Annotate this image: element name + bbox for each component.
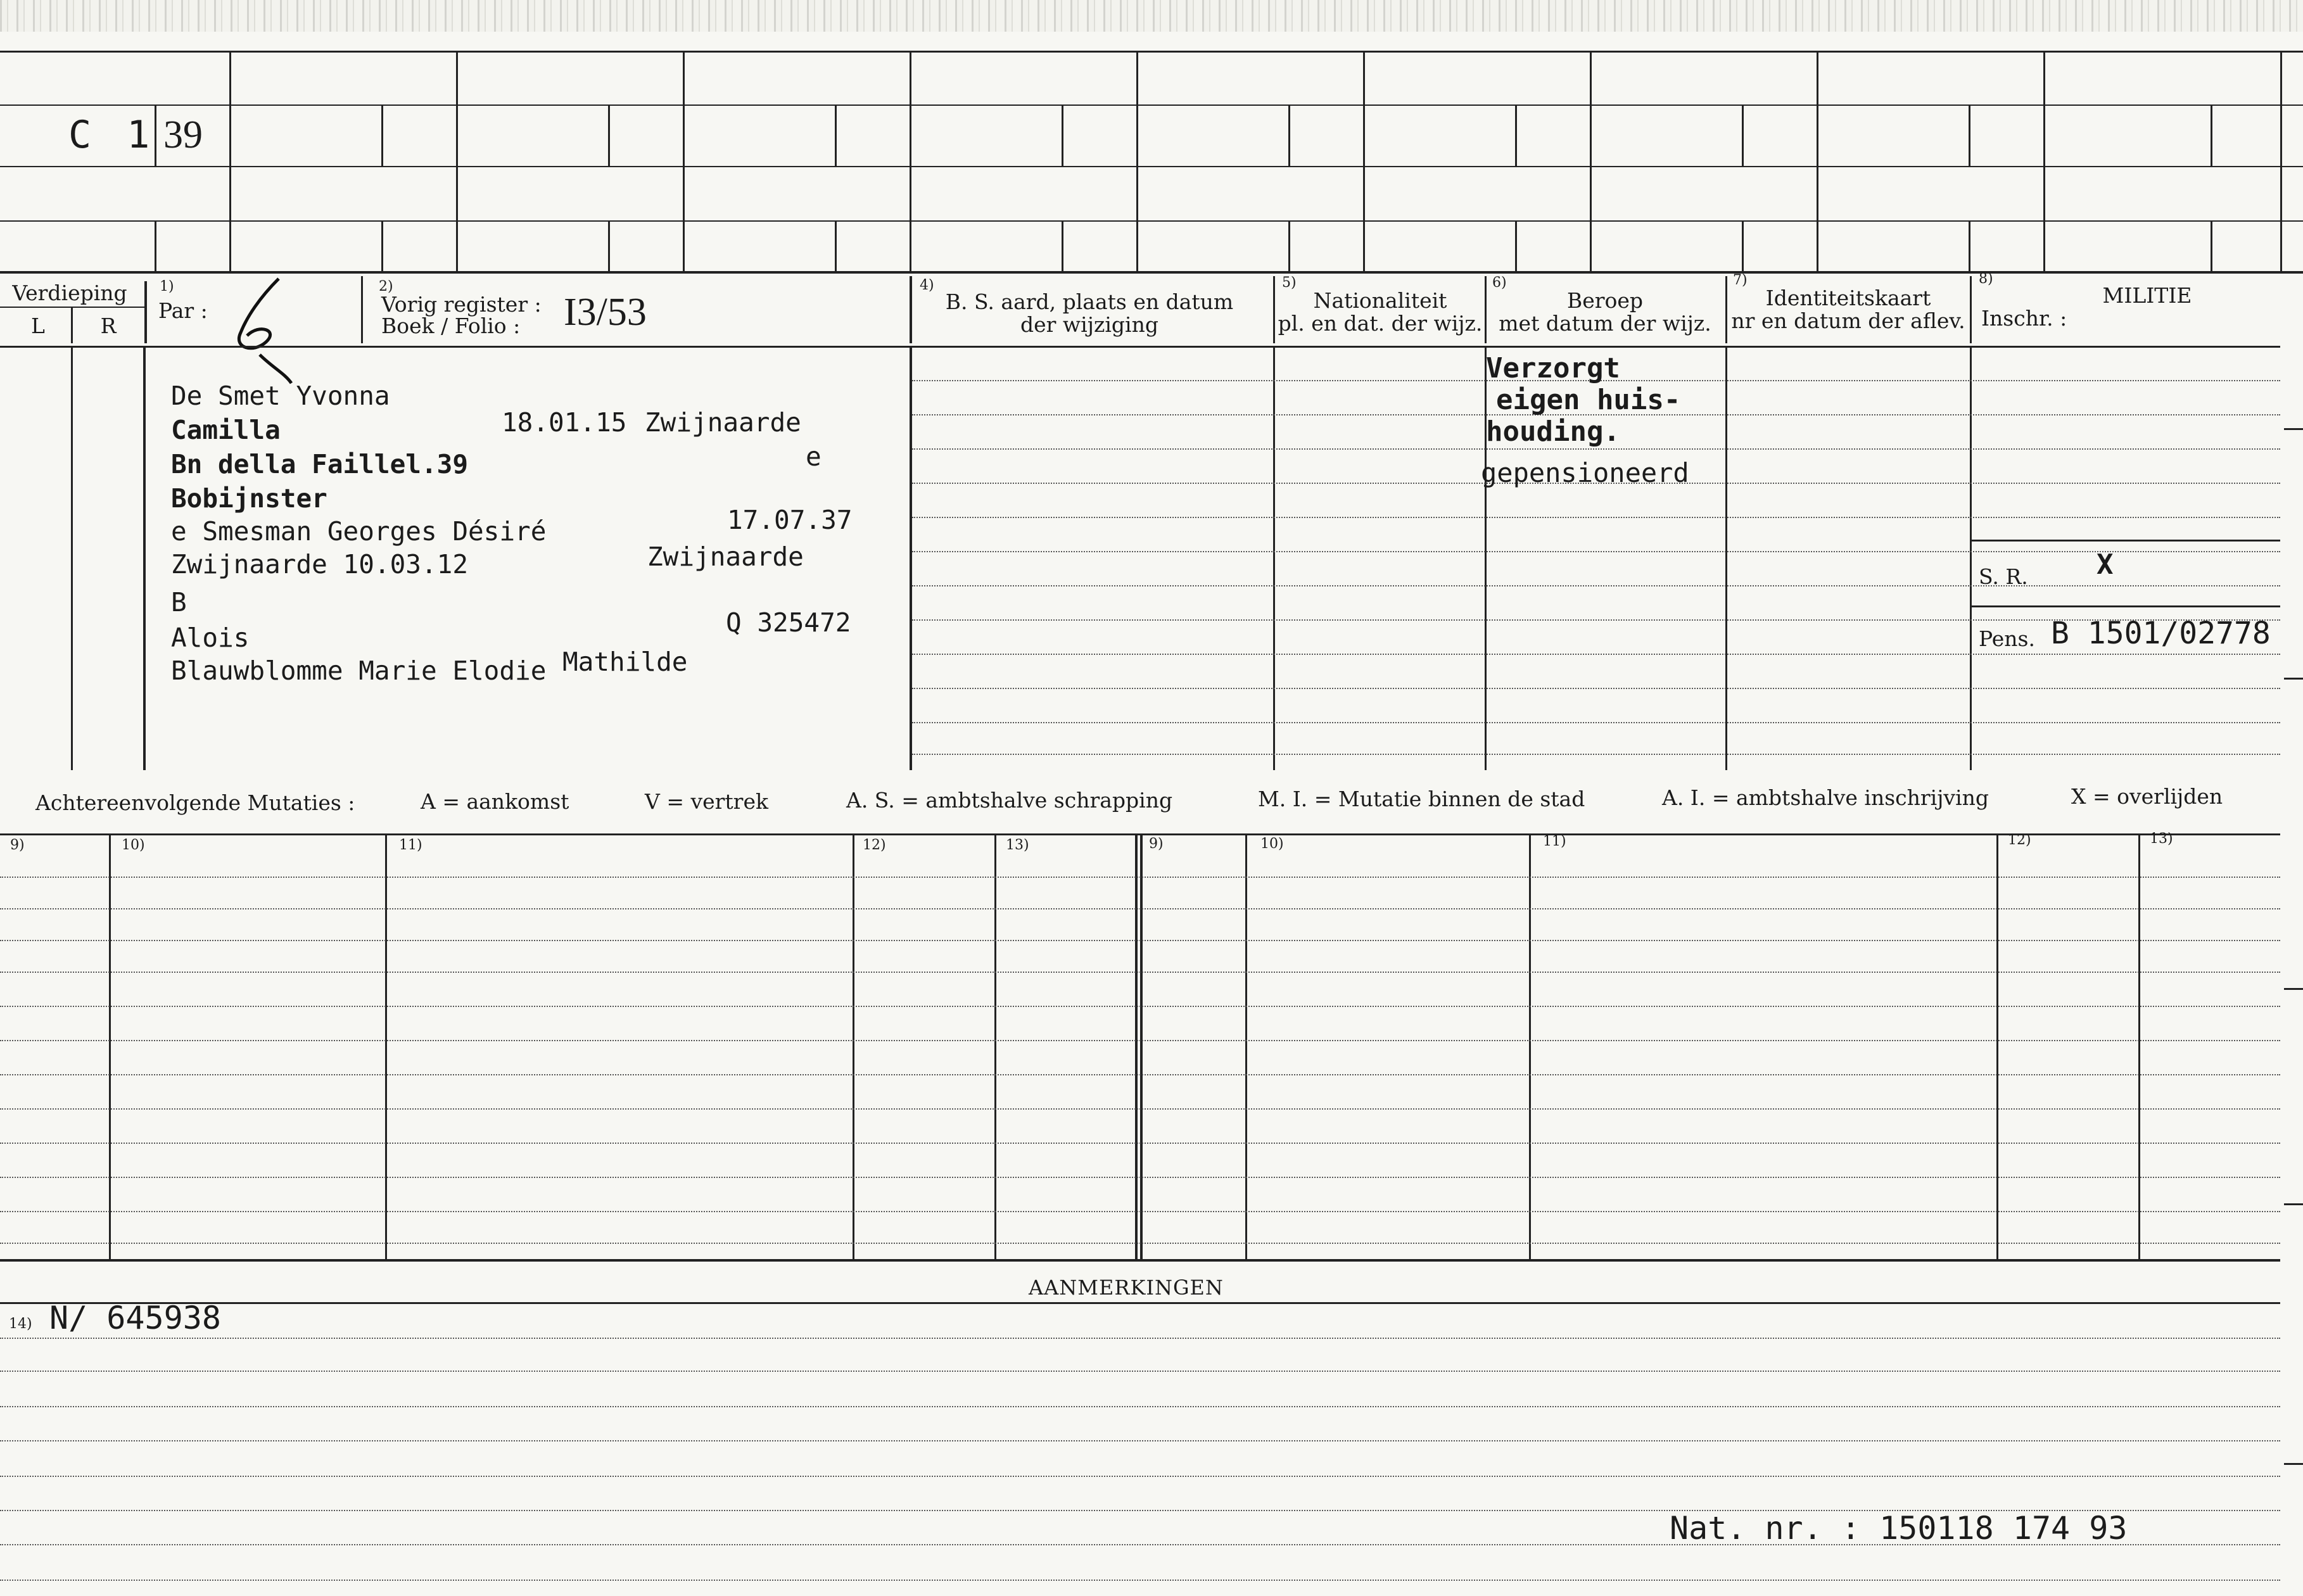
marriage-place: Zwijnaarde bbox=[647, 542, 804, 572]
col7-subtitle: nr en datum der aflev. bbox=[1731, 308, 1965, 333]
verdieping-label: Verdieping bbox=[12, 281, 127, 305]
col4-title: B. S. aard, plaats en datum bbox=[945, 289, 1234, 314]
col5-note: 5) bbox=[1282, 275, 1297, 291]
ruled-line bbox=[912, 754, 2280, 755]
legend-a: A = aankomst bbox=[421, 789, 569, 814]
beroep-line4: gepensioneerd bbox=[1481, 457, 1689, 488]
grid-line bbox=[835, 104, 837, 166]
ruled-line bbox=[912, 551, 2280, 552]
col8-subtitle: Inschr. : bbox=[1981, 306, 2067, 331]
mut-col12-note: 12) bbox=[863, 837, 886, 853]
ruled-line bbox=[0, 1108, 2280, 1110]
col2-note: 2) bbox=[379, 279, 393, 294]
grid-line bbox=[1742, 220, 1744, 271]
remarks-note: 14) bbox=[9, 1316, 32, 1332]
person-address: Bn della Faillel.39 bbox=[171, 449, 468, 479]
grid-line bbox=[381, 220, 383, 271]
grid-line bbox=[1725, 346, 1727, 770]
col6-title: Beroep bbox=[1566, 288, 1644, 313]
person-name-line: De Smet Yvonna bbox=[171, 381, 390, 411]
verdieping-left: L bbox=[31, 314, 45, 338]
legend-as: A. S. = ambtshalve schrapping bbox=[846, 788, 1173, 813]
grid-line bbox=[361, 276, 363, 343]
col5-subtitle: pl. en dat. der wijz. bbox=[1278, 311, 1483, 336]
grid-line bbox=[608, 220, 610, 271]
person-occupation: Bobijnster bbox=[171, 483, 327, 514]
grid-line bbox=[155, 220, 156, 271]
ruled-line bbox=[0, 1580, 2280, 1581]
beroep-line1: Verzorgt bbox=[1486, 352, 1620, 384]
grid-line bbox=[71, 346, 73, 770]
grid-line bbox=[1971, 605, 2280, 607]
sr-label: S. R. bbox=[1979, 564, 2028, 589]
grid-line bbox=[1970, 346, 1972, 770]
grid-line bbox=[1485, 276, 1487, 343]
col4-subtitle: der wijziging bbox=[1020, 312, 1158, 337]
legend-ai: A. I. = ambtshalve inschrijving bbox=[1662, 785, 1989, 810]
ruled-line bbox=[0, 940, 2280, 941]
mut-col9b-note: 9) bbox=[1149, 836, 1164, 852]
register-number: 39 bbox=[163, 113, 203, 156]
grid-line bbox=[0, 104, 2303, 106]
register-code: C 1 bbox=[68, 113, 156, 157]
grid-line bbox=[381, 104, 383, 166]
e-mark: e bbox=[806, 441, 822, 472]
legend-v: V = vertrek bbox=[645, 789, 768, 814]
pens-value: B 1501/02778 bbox=[2051, 616, 2271, 651]
col1-note: 1) bbox=[160, 279, 174, 294]
grid-line bbox=[1140, 835, 1143, 1259]
grid-line bbox=[910, 51, 911, 271]
mut-col11b-note: 11) bbox=[1543, 833, 1566, 849]
letter-b: B bbox=[171, 587, 187, 618]
grid-line bbox=[1515, 104, 1517, 166]
grid-line bbox=[1590, 51, 1592, 271]
grid-line bbox=[1062, 104, 1063, 166]
col5-title: Nationaliteit bbox=[1313, 288, 1447, 313]
col4-note: 4) bbox=[920, 277, 934, 293]
grid-line bbox=[910, 346, 912, 770]
vorig-register-value: I3/53 bbox=[564, 291, 647, 334]
ruled-line bbox=[0, 1371, 2280, 1372]
grid-line bbox=[1062, 220, 1063, 271]
grid-line bbox=[1996, 835, 1998, 1259]
grid-line bbox=[0, 1302, 2280, 1304]
grid-line bbox=[1970, 276, 1972, 343]
ruled-line bbox=[0, 1006, 2280, 1007]
grid-line bbox=[994, 835, 996, 1259]
mut-col11-note: 11) bbox=[399, 837, 422, 853]
mut-col10b-note: 10) bbox=[1260, 836, 1284, 852]
ruled-line bbox=[0, 1074, 2280, 1075]
mother-name-cont: Mathilde bbox=[562, 647, 688, 677]
beroep-line3: houding. bbox=[1486, 415, 1620, 448]
verdieping-right: R bbox=[100, 314, 117, 338]
grid-line bbox=[1742, 104, 1744, 166]
ruled-line bbox=[0, 1338, 2280, 1339]
q-number: Q 325472 bbox=[726, 607, 851, 638]
grid-line bbox=[2211, 104, 2212, 166]
grid-line bbox=[2138, 835, 2140, 1259]
grid-line bbox=[0, 166, 2303, 167]
ruled-line bbox=[0, 1440, 2280, 1441]
beroep-line2: eigen huis- bbox=[1496, 384, 1681, 416]
grid-line bbox=[0, 1259, 2280, 1262]
grid-line bbox=[835, 220, 837, 271]
grid-line bbox=[1969, 104, 1970, 166]
mut-col13-note: 13) bbox=[1006, 837, 1029, 853]
ruled-line bbox=[912, 517, 2280, 518]
remarks-title: AANMERKINGEN bbox=[1029, 1276, 1224, 1300]
ruled-line bbox=[0, 1211, 2280, 1212]
legend-mi: M. I. = Mutatie binnen de stad bbox=[1258, 787, 1585, 811]
grid-line bbox=[1817, 51, 1818, 271]
grid-line bbox=[608, 104, 610, 166]
ruled-line bbox=[0, 908, 2280, 909]
col6-subtitle: met datum der wijz. bbox=[1499, 311, 1711, 336]
ruled-line bbox=[912, 722, 2280, 723]
ruled-line bbox=[0, 1143, 2280, 1144]
par-label: Par : bbox=[158, 298, 208, 323]
grid-line bbox=[2043, 51, 2045, 271]
margin-tick bbox=[2284, 1203, 2303, 1205]
ruled-line bbox=[912, 688, 2280, 689]
grid-line bbox=[1288, 220, 1290, 271]
person-given-name: Camilla bbox=[171, 415, 281, 445]
birth-date: 18.01.15 bbox=[502, 407, 627, 438]
mut-col10-note: 10) bbox=[122, 837, 145, 853]
grid-line bbox=[2280, 51, 2282, 271]
grid-line bbox=[683, 51, 685, 271]
grid-line bbox=[1245, 835, 1247, 1259]
grid-line bbox=[0, 346, 2280, 348]
col7-note: 7) bbox=[1733, 272, 1748, 288]
mother-name: Blauwblomme Marie Elodie bbox=[171, 656, 547, 686]
spouse-line: e Smesman Georges Désiré bbox=[171, 516, 547, 547]
grid-line bbox=[1969, 220, 1970, 271]
mut-col13b-note: 13) bbox=[2150, 831, 2173, 847]
col8-title: MILITIE bbox=[2102, 283, 2192, 308]
spouse-birth: Zwijnaarde 10.03.12 bbox=[171, 549, 468, 580]
ruled-line bbox=[0, 877, 2280, 878]
grid-line bbox=[2211, 220, 2212, 271]
grid-line bbox=[1515, 220, 1517, 271]
margin-tick bbox=[2284, 428, 2303, 430]
grid-line bbox=[143, 346, 146, 770]
ruled-line bbox=[0, 1406, 2280, 1407]
mut-col12b-note: 12) bbox=[2008, 832, 2031, 848]
national-number: Nat. nr. : 150118 174 93 bbox=[1670, 1510, 2128, 1547]
ruled-line bbox=[912, 585, 2280, 586]
remarks-n-value: N/ 645938 bbox=[49, 1300, 221, 1336]
grid-line bbox=[1135, 835, 1138, 1259]
grid-line bbox=[71, 307, 73, 343]
mut-col9-note: 9) bbox=[10, 837, 25, 853]
col7-title: Identiteitskaart bbox=[1765, 286, 1931, 310]
ruled-line bbox=[0, 972, 2280, 973]
ruled-line bbox=[912, 654, 2280, 655]
boek-folio-label: Boek / Folio : bbox=[381, 314, 521, 338]
margin-tick bbox=[2284, 678, 2303, 680]
par-handwritten-mark bbox=[222, 272, 298, 386]
grid-line bbox=[385, 835, 387, 1259]
ruled-line bbox=[0, 1040, 2280, 1041]
grid-line bbox=[1725, 276, 1727, 343]
grid-line bbox=[0, 220, 2303, 222]
grid-line bbox=[0, 271, 2303, 274]
sr-value: X bbox=[2097, 548, 2114, 581]
marriage-date: 17.07.37 bbox=[727, 505, 853, 535]
vorig-register-label: Vorig register : bbox=[381, 292, 542, 317]
grid-line bbox=[1273, 276, 1275, 343]
legend-x: X = overlijden bbox=[2071, 784, 2223, 809]
pens-label: Pens. bbox=[1979, 626, 2035, 651]
grid-line bbox=[1529, 835, 1531, 1259]
scan-edge-noise bbox=[0, 0, 2303, 32]
grid-line bbox=[229, 51, 231, 271]
grid-line bbox=[109, 835, 111, 1259]
col6-note: 6) bbox=[1492, 275, 1507, 291]
ruled-line bbox=[912, 448, 2280, 450]
grid-line bbox=[1485, 346, 1487, 770]
ruled-line bbox=[0, 1476, 2280, 1477]
mutations-title: Achtereenvolgende Mutaties : bbox=[35, 790, 355, 815]
margin-tick bbox=[2284, 988, 2303, 990]
grid-line bbox=[1136, 51, 1138, 271]
grid-line bbox=[853, 835, 854, 1259]
grid-line bbox=[1363, 51, 1365, 271]
grid-line bbox=[1971, 540, 2280, 542]
margin-tick bbox=[2284, 1463, 2303, 1465]
father-name: Alois bbox=[171, 623, 250, 653]
grid-line bbox=[0, 51, 2303, 53]
ruled-line bbox=[0, 1177, 2280, 1178]
birth-place: Zwijnaarde bbox=[645, 407, 801, 438]
grid-line bbox=[456, 51, 458, 271]
grid-line bbox=[1288, 104, 1290, 166]
grid-line bbox=[1273, 346, 1275, 770]
col8-note: 8) bbox=[1979, 271, 1993, 287]
ruled-line bbox=[0, 1243, 2280, 1244]
